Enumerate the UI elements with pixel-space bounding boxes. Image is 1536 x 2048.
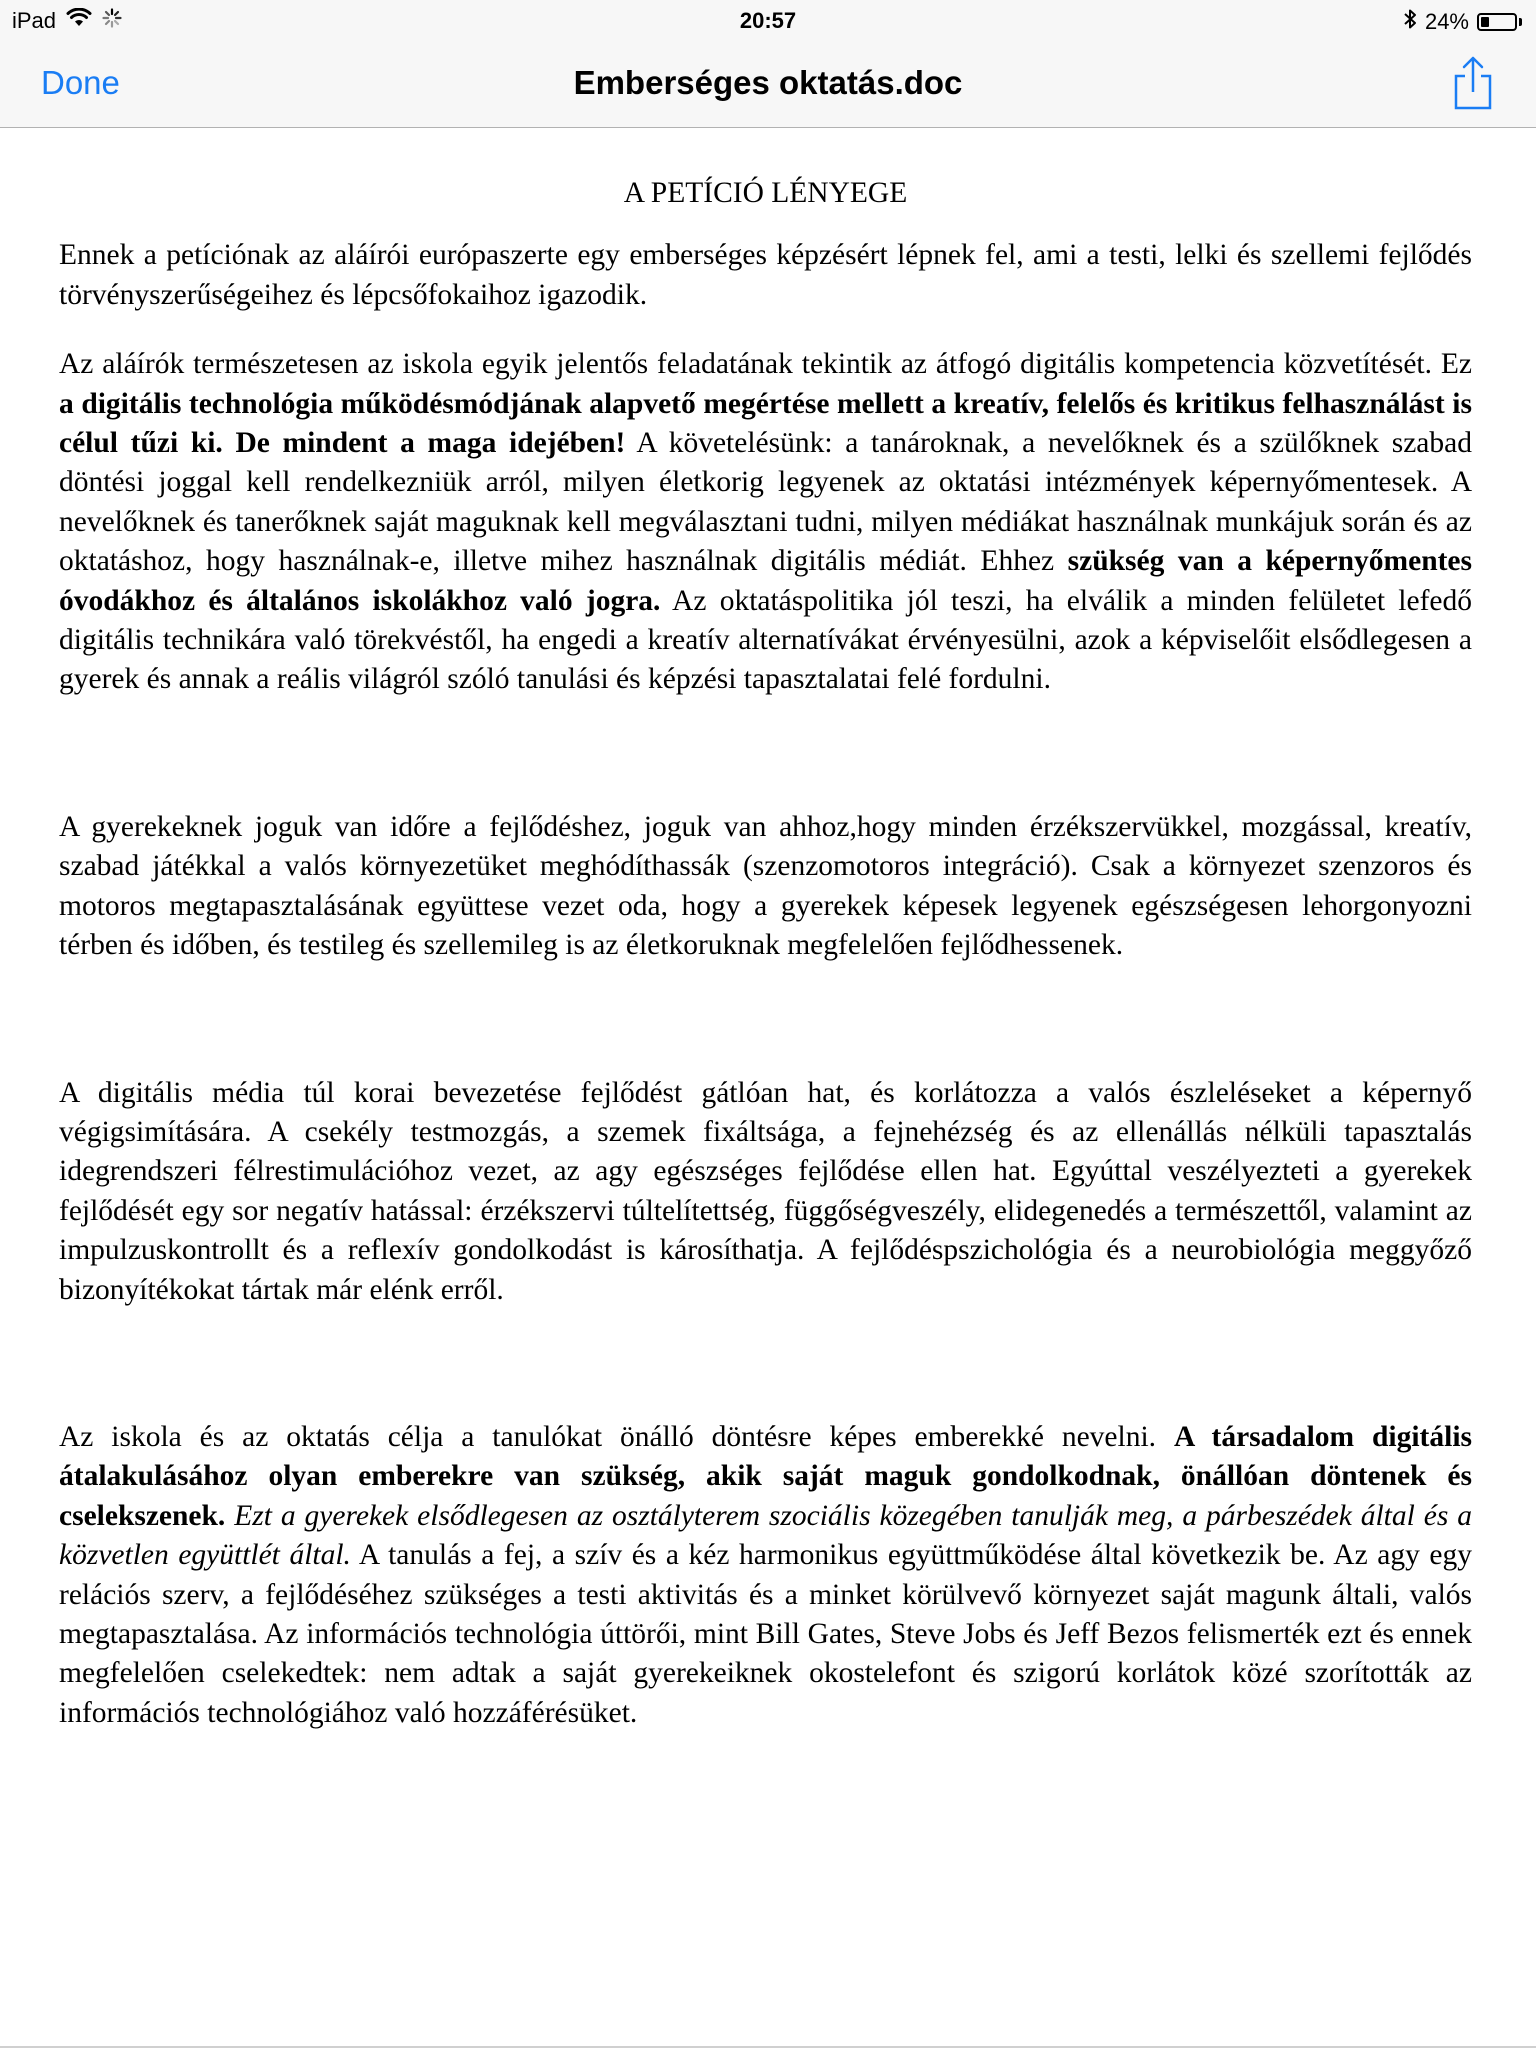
paragraph-1: Ennek a petíciónak az aláírói európaszerte egy emberséges képzésért lépnek fel, ami a testi, lelki és szellemi fejlődés törvényszerűségeihez és lépcsőfokaihoz igazodik. (59, 239, 1472, 311)
paragraph-3: A gyerekeknek joguk van időre a fejlődéshez, joguk van ahhoz,hogy minden érzékszervükkel, mozgással, kreatív, szabad játékkal a valós környezetüket meghódíthassák (szenzomotoros integráció). Csak a környezet szenzoros és motoros megtapasztalásának együttese vezet oda, hogy a gyerekek képesek legyenek egészségesen lehorgonyozni térben és időben, és testileg és szellemileg is az életkoruknak megfelelően fejlődhessenek. (59, 810, 1472, 962)
paragraph-5-bold-1: A társadalom digitális átalakulásához olyan emberekre van szükség, akik saját maguk gondolkodnak, önállóan döntenek és cselekszenek. (59, 1420, 1472, 1532)
status-bar (0, 0, 1536, 40)
done-button[interactable]: Done (41, 64, 120, 101)
paragraph-2-bold-1: a digitális technológia működésmódjának alapvető megértése mellett a kreatív, felelős és kritikus felhasználást is célul tűzi ki. De mindent a maga idejében! (59, 387, 1472, 460)
document-title: Emberséges oktatás.doc (573, 64, 963, 101)
status-right (1403, 8, 1522, 36)
paragraph-2-bold-2: szükség van a képernyőmentes óvodákhoz és általános iskolákhoz való jogra. (59, 545, 1472, 617)
paragraph-5-text-1: Az iskola és az oktatás célja a tanulókat önálló döntésre képes emberekké nevelni. (59, 1420, 1174, 1453)
battery-icon (1477, 13, 1517, 31)
paragraph-5-text-3: A tanulás a fej, a szív és a kéz harmonikus együttműködése által következik be. Az agy egy relációs szerv, a fejlődéséhez szükséges a testi aktivitás és a minket körülvevő környezet saját magunk általi, valós megtapasztalása. Az információs technológia úttörői, mint Bill Gates, Steve Jobs és Jeff Bezos felismerték ezt és ennek megfelelően cselekedtek: nem adtak a saját gyerekeiknek okostelefont és szigorú korlátok közé szorították az információs technológiához való hozzáférésüket. (59, 1539, 1473, 1729)
paragraph-5 (59, 1418, 1472, 1733)
battery-fill (1481, 17, 1489, 27)
paragraph-spacer (59, 1310, 1472, 1418)
paragraph-5-italic-1: Ezt a gyerekek elsődlegesen az osztályterem szociális közegében tanulják meg, a párbeszédek által és a közvetlen együttlét által. (59, 1499, 1473, 1572)
status-time: 20:57 (739, 8, 797, 33)
paragraph-spacer (59, 315, 1472, 345)
document-body (59, 174, 1472, 1733)
paragraph-spacer (59, 966, 1472, 1074)
share-icon[interactable] (1450, 54, 1496, 112)
battery-tip (1519, 18, 1522, 26)
paragraph-5-text-2 (225, 1500, 234, 1532)
paragraph-spacer (59, 700, 1472, 808)
paragraph-2-text-2: A követelésünk: a tanároknak, a nevelőknek és a szülőknek szabad döntési joggal kell rendelkezniük arról, milyen életkorig legyenek az oktatási intézmények képernyőmentesek. A nevelőknek és tanerőknek saját maguknak kell megválasztani tudni, milyen médiákat használnak munkájuk során és az oktatáshoz, hogy használnak-e, illetve mihez használnak digitális médiát. Ehhez (59, 427, 1472, 578)
paragraph-2-text-3: Az oktatáspolitika jól teszi, ha elválik a minden felületet lefedő digitális technikára való törekvéstől, ha engedi a kreatív alternatívákat érvényesülni, azok a képviselőit elsődlegesen a gyerek és annak a reális világról szóló tanulási és képzési tapasztalatai felé fordulni. (59, 584, 1472, 696)
paragraph-4: A digitális média túl korai bevezetése fejlődést gátlóan hat, és korlátozza a valós észleléseket a képernyő végigsimítására. A csekély testmozgás, a szemek fixáltsága, a fejnehézség és az ellenállás nélküli tapasztalás idegrendszeri félrestimulációhoz vezet, az agy egészséges fejlődése ellen hat. Egyúttal veszélyezteti a gyerekek fejlődését egy sor negatív hatással: érzékszervi túltelítettség, függőségveszély, elidegenedés a természettől, valamint az impulzuskontrollt és a reflexív gondolkodást is károsíthatja. A fejlődéspszichológia és a neurobiológia meggyőző bizonyítékokat tártak már elénk erről. (59, 1076, 1472, 1306)
paragraph-2 (59, 345, 1472, 700)
navigation-bar (0, 40, 1536, 128)
device-name: iPad (12, 8, 57, 33)
bluetooth-icon (1403, 8, 1417, 36)
battery-percent: 24% (1424, 9, 1469, 34)
paragraph-2-text-1: Az aláírók természetesen az iskola egyik jelentős feladatának tekintik az átfogó digitális kompetencia közvetítését. Ez (59, 348, 1472, 381)
document-heading: A PETÍCIÓ LÉNYEGE (623, 177, 908, 209)
